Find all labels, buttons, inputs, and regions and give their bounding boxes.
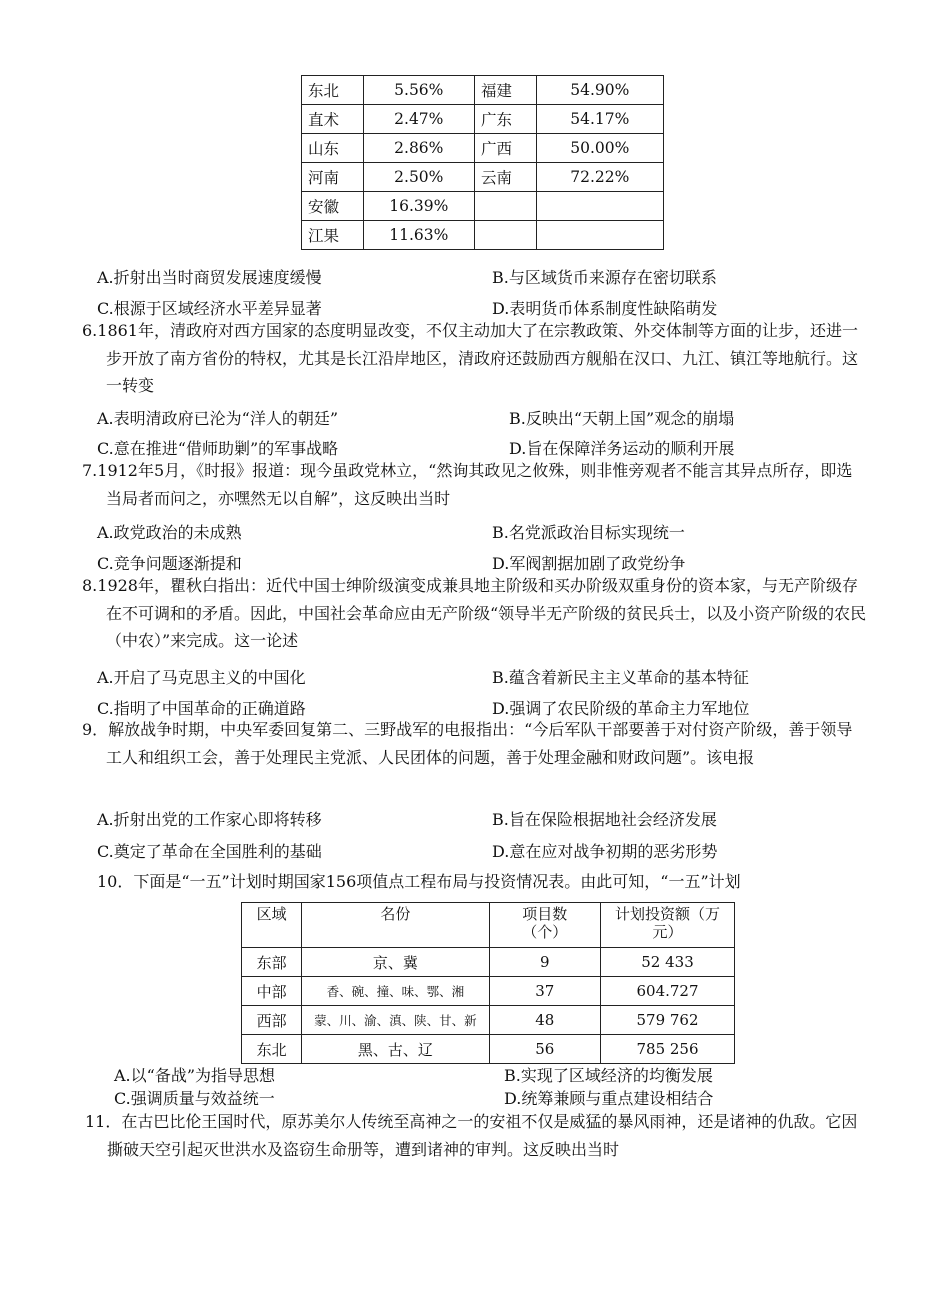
column-header: 区域: [242, 903, 302, 948]
q7-option-d[interactable]: D.军阀割据加剧了政党纷争: [492, 554, 686, 573]
question-text: 6.1861年，清政府对西方国家的态度明显改变，不仅主动加大了在宗教政策、外交体制等方面的让步，还进一步开放了南方省份的特权，尤其是长江沿岸地区，清政府还鼓励西方舰船在汉口、九江、镇江等地航行。这一转变: [82, 321, 859, 395]
q7-option-c[interactable]: C.竞争问题逐渐提和: [97, 554, 242, 573]
table-row: [302, 192, 664, 221]
q8-option-a[interactable]: A.开启了马克思主义的中国化: [97, 668, 306, 687]
table-cell: 54.17%: [536, 105, 663, 134]
q6-option-c[interactable]: C.意在推进“借师助剿”的军事战略: [97, 439, 339, 458]
table-cell: 9: [489, 948, 600, 977]
table-cell: 东部: [242, 948, 302, 977]
table-cell: 37: [489, 977, 600, 1006]
question-text: 7.1912年5月，《时报》报道：现今虽政党林立，“然询其政见之攸殊，则非惟旁观者不能言其异点所存，即选当局者而问之，亦嘿然无以自解”，这反映出当时: [82, 461, 853, 508]
project-investment-table: [241, 902, 735, 1064]
table-cell: 2.50%: [363, 163, 474, 192]
q10-option-d[interactable]: D.统筹兼顾与重点建设相结合: [504, 1089, 714, 1108]
table-cell: 蒙、川、渝、滇、陕、甘、新: [302, 1006, 489, 1035]
q5-option-d[interactable]: D.表明货币体系制度性缺陷萌发: [492, 299, 718, 318]
table-row: [242, 1035, 735, 1064]
q9-stem: [82, 716, 867, 771]
table-cell: [536, 221, 663, 250]
q7-option-a[interactable]: A.政党政治的未成熟: [97, 523, 242, 542]
table-header-row: [242, 903, 735, 948]
q9-option-c[interactable]: C.奠定了革命在全国胜利的基础: [97, 842, 322, 861]
q11-stem: [85, 1108, 867, 1163]
currency-share-table: [301, 75, 664, 250]
table-cell: 直术: [302, 105, 364, 134]
table-cell: 56: [489, 1035, 600, 1064]
q10-stem: 10．下面是“一五”计划时期国家156项值点工程布局与投资情况表。由此可知，“一五”计划: [97, 872, 741, 891]
q5-option-c[interactable]: C.根源于区域经济水平差异显著: [97, 299, 322, 318]
table-cell: 山东: [302, 134, 364, 163]
table-cell: 5.56%: [363, 76, 474, 105]
table-row: [302, 76, 664, 105]
table-cell: 中部: [242, 977, 302, 1006]
table-cell: 江果: [302, 221, 364, 250]
question-text: 9．解放战争时期，中央军委回复第二、三野战军的电报指出：“今后军队干部要善于对付资产阶级，善于领导工人和组织工会，善于处理民主党派、人民团体的问题，善于处理金融和财政问题”。该电报: [82, 720, 853, 767]
table-cell: 604.727: [601, 977, 735, 1006]
table-cell: 16.39%: [363, 192, 474, 221]
table-row: [302, 163, 664, 192]
table-cell: 广西: [475, 134, 537, 163]
table-cell: 云南: [475, 163, 537, 192]
q7-option-b[interactable]: B.名党派政治目标实现统一: [492, 523, 685, 542]
column-header: 计划投资额（万元）: [601, 903, 735, 948]
table-cell: 河南: [302, 163, 364, 192]
table-cell: 785 256: [601, 1035, 735, 1064]
table-cell: 广东: [475, 105, 537, 134]
q9-option-d[interactable]: D.意在应对战争初期的恶劣形势: [492, 842, 718, 861]
column-header: 项目数（个）: [489, 903, 600, 948]
table-row: [302, 105, 664, 134]
q6-option-a[interactable]: A.表明清政府已沦为“洋人的朝廷”: [97, 409, 339, 428]
table-cell: 东北: [242, 1035, 302, 1064]
table-cell: 2.86%: [363, 134, 474, 163]
table-row: [242, 977, 735, 1006]
q10-option-a[interactable]: A.以“备战”为指导思想: [114, 1066, 276, 1085]
question-text: 8.1928年，瞿秋白指出：近代中国士绅阶级演变成兼具地主阶级和买办阶级双重身份的资本家，与无产阶级存在不可调和的矛盾。因此，中国社会革命应由无产阶级“领导半无产阶级的贫民兵士，以及小资产阶级的农民（中农）”来完成。这一论述: [82, 576, 867, 650]
q8-stem: [82, 572, 867, 655]
table-cell: 东北: [302, 76, 364, 105]
table-cell: 50.00%: [536, 134, 663, 163]
table-row: [242, 1006, 735, 1035]
table-cell: 11.63%: [363, 221, 474, 250]
q6-stem: [82, 317, 867, 400]
q7-stem: [82, 457, 867, 512]
table-cell: [475, 221, 537, 250]
table-cell: 安徽: [302, 192, 364, 221]
table-cell: 579 762: [601, 1006, 735, 1035]
question-text: 11．在古巴比伦王国时代，原苏美尔人传统至高神之一的安祖不仅是威猛的暴风雨神，还是诸神的仇敌。它因撕破天空引起灭世洪水及盗窃生命册等，遭到诸神的审判。这反映出当时: [85, 1112, 858, 1159]
q8-option-d[interactable]: D.强调了农民阶级的革命主力军地位: [492, 699, 750, 718]
q5-option-b[interactable]: B.与区域货币来源存在密切联系: [492, 268, 717, 287]
q10-option-b[interactable]: B.实现了区域经济的均衡发展: [504, 1066, 713, 1085]
table-cell: 48: [489, 1006, 600, 1035]
table-cell: 72.22%: [536, 163, 663, 192]
q9-option-a[interactable]: A.折射出党的工作家心即将转移: [97, 810, 322, 829]
table-cell: 52 433: [601, 948, 735, 977]
q9-option-b[interactable]: B.旨在保险根据地社会经济发展: [492, 810, 717, 829]
q8-option-c[interactable]: C.指明了中国革命的正确道路: [97, 699, 306, 718]
table-cell: 2.47%: [363, 105, 474, 134]
table-cell: 54.90%: [536, 76, 663, 105]
q8-option-b[interactable]: B.蕴含着新民主主义革命的基本特征: [492, 668, 749, 687]
table-row: [242, 948, 735, 977]
q6-option-d[interactable]: D.旨在保障洋务运动的顺利开展: [509, 439, 735, 458]
table-row: [302, 134, 664, 163]
q10-option-c[interactable]: C.强调质量与效益统一: [114, 1089, 275, 1108]
column-header: 名份: [302, 903, 489, 948]
table-cell: [475, 192, 537, 221]
table-cell: [536, 192, 663, 221]
table-cell: 福建: [475, 76, 537, 105]
table-cell: 香、碗、撞、味、鄂、湘: [302, 977, 489, 1006]
table-cell: 西部: [242, 1006, 302, 1035]
table-row: [302, 221, 664, 250]
table-cell: 京、冀: [302, 948, 489, 977]
q6-option-b[interactable]: B.反映出“天朝上国”观念的崩塌: [509, 409, 735, 428]
table-cell: 黑、古、辽: [302, 1035, 489, 1064]
q5-option-a[interactable]: A.折射出当时商贸发展速度缓慢: [97, 268, 322, 287]
